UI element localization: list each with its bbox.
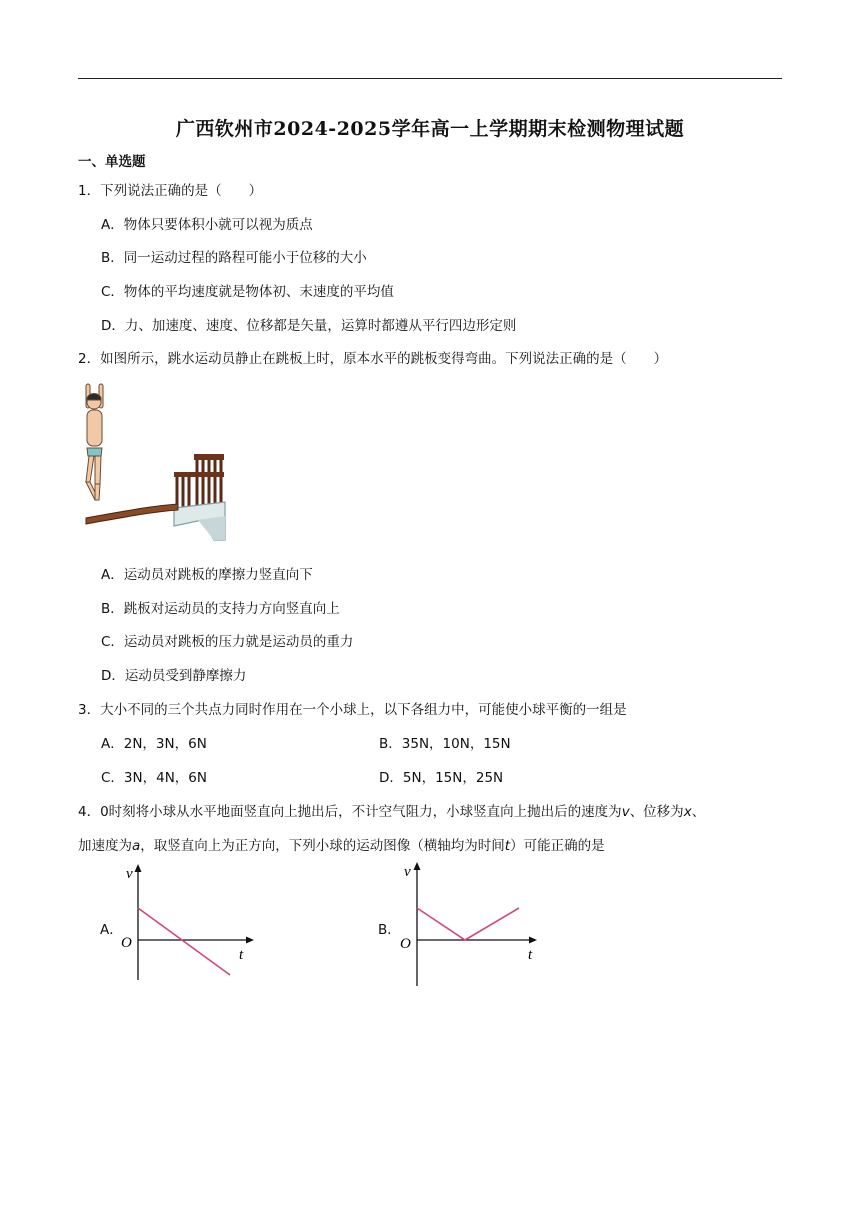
q1-option-c: C．物体的平均速度就是物体初、末速度的平均值 <box>101 284 394 300</box>
q3-option-c: C．3N，4N，6N <box>101 770 207 786</box>
q4-graph-a <box>118 862 263 987</box>
q2-stem: 2．如图所示，跳水运动员静止在跳板上时，原本水平的跳板变得弯曲。下列说法正确的是（ ） <box>78 351 668 367</box>
q3-stem: 3．大小不同的三个共点力同时作用在一个小球上，以下各组力中，可能使小球平衡的一组是 <box>78 702 627 718</box>
q2-option-b: B．跳板对运动员的支持力方向竖直向上 <box>101 601 340 617</box>
diving-board-figure <box>80 380 230 546</box>
q1-option-a: A．物体只要体积小就可以视为质点 <box>101 217 313 233</box>
tower-railing <box>177 456 221 510</box>
top-rule <box>78 78 782 79</box>
q2-option-c: C．运动员对跳板的压力就是运动员的重力 <box>101 634 354 650</box>
q2-option-a: A．运动员对跳板的摩擦力竖直向下 <box>101 567 313 583</box>
section-heading: 一、单选题 <box>78 154 146 170</box>
q4-graph-b <box>397 860 547 990</box>
q1-stem: 1．下列说法正确的是（ ） <box>78 183 263 199</box>
q3-option-d: D．5N，15N，25N <box>379 770 504 786</box>
graph-b-origin: O <box>400 936 411 952</box>
q4-stem-line2: 加速度为a，取竖直向上为正方向，下列小球的运动图像（横轴均为时间t）可能正确的是 <box>78 838 605 854</box>
q4-option-b-label: B． <box>378 922 401 938</box>
diver <box>86 384 103 500</box>
q2-option-d: D．运动员受到静摩擦力 <box>101 668 247 684</box>
q3-option-b: B．35N，10N，15N <box>379 736 511 752</box>
graph-b-x-label: t <box>528 947 533 963</box>
q3-option-a: A．2N，3N，6N <box>101 736 207 752</box>
q1-option-d: D．力、加速度、速度、位移都是矢量，运算时都遵从平行四边形定则 <box>101 318 517 334</box>
graph-a-origin: O <box>121 935 132 951</box>
graph-b-y-label: v <box>404 864 411 880</box>
graph-a-y-label: v <box>126 866 133 882</box>
page-title: 广西钦州市2024-2025学年高一上学期期末检测物理试题 <box>175 118 685 140</box>
graph-a-x-label: t <box>239 947 244 963</box>
q4-option-a-label: A． <box>100 922 123 938</box>
q4-stem-line1: 4．0时刻将小球从水平地面竖直向上抛出后，不计空气阻力，小球竖直向上抛出后的速度为v、位移为x、 <box>78 804 706 820</box>
q1-option-b: B．同一运动过程的路程可能小于位移的大小 <box>101 250 367 266</box>
